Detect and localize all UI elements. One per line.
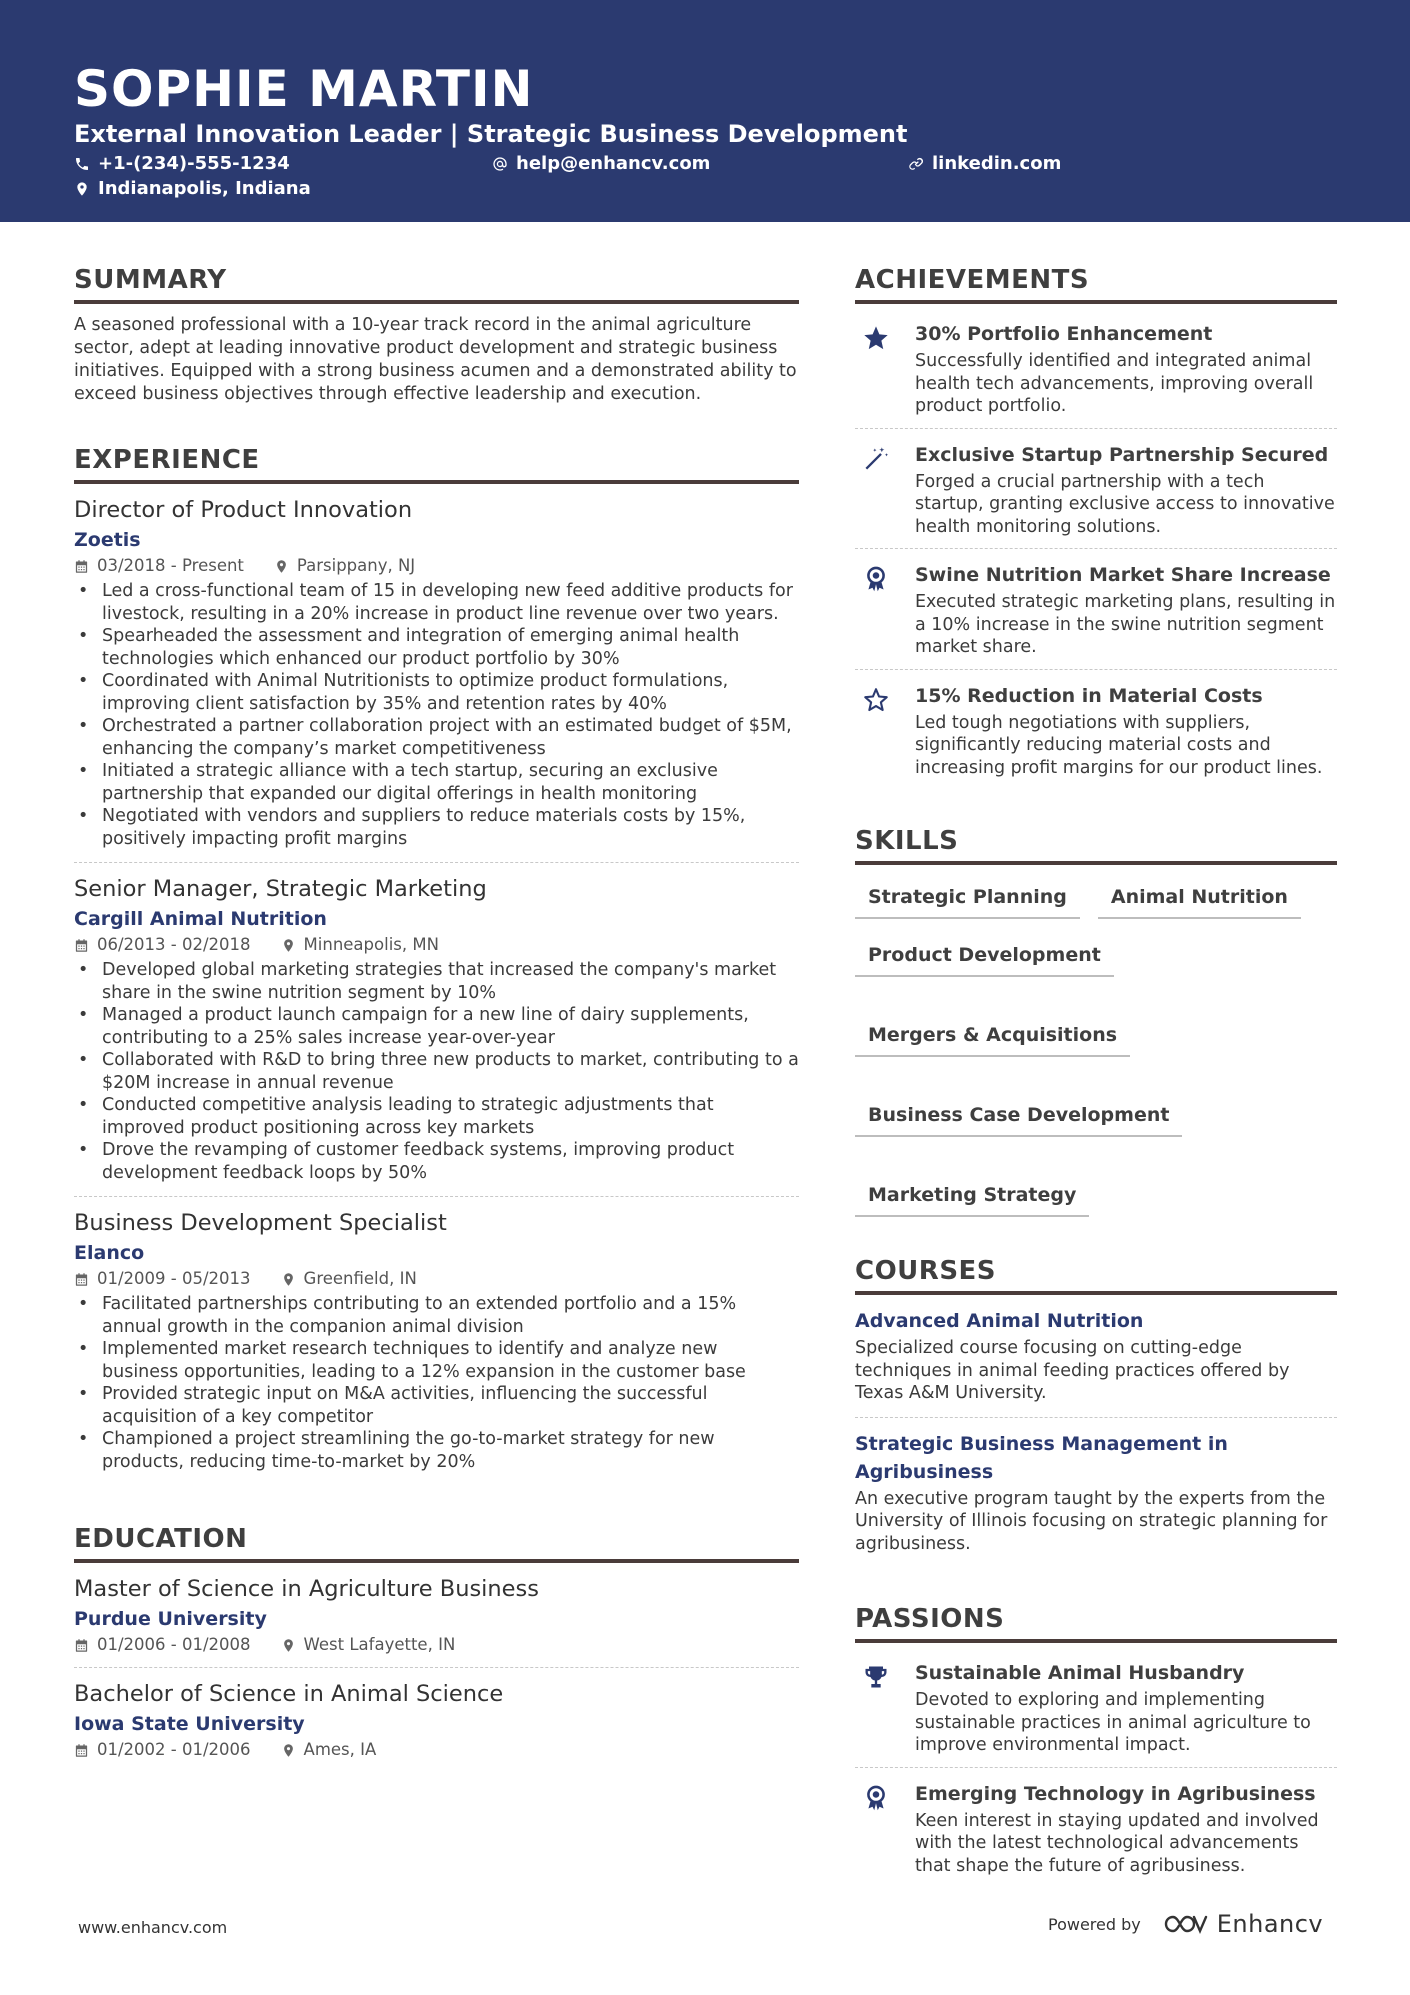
calendar-icon (74, 559, 89, 574)
achievement-item (855, 428, 1337, 549)
location-pin-icon (281, 1272, 296, 1287)
achievements-section (855, 262, 1337, 789)
education-dates: 01/2002 - 01/2006 (97, 1740, 251, 1759)
candidate-name: SOPHIE MARTIN (74, 60, 534, 118)
job-bullets (74, 580, 799, 850)
skill-tag: Business Case Development (855, 1101, 1182, 1137)
job-bullet: • Provided strategic input on M&A activities, influencing the successful acquisition of a key competitor (74, 1383, 799, 1428)
job-bullet: • Spearheaded the assessment and integration of emerging animal health technologies which enhanced our product portfolio by 30% (74, 625, 799, 670)
job-bullets (74, 959, 799, 1184)
section-title-summary: SUMMARY (74, 262, 799, 304)
course-desc: Specialized course focusing on cutting-edge techniques in animal feeding practices offered by Texas A&M University. (855, 1338, 1290, 1403)
job-meta (74, 933, 799, 957)
at-icon (492, 156, 508, 172)
company-name: Zoetis (74, 529, 141, 551)
education-dates: 01/2006 - 01/2008 (97, 1635, 251, 1654)
resume-header (0, 0, 1410, 222)
left-column (74, 262, 799, 1772)
passions-section (855, 1601, 1337, 1887)
job-title: Senior Manager, Strategic Marketing (74, 876, 487, 902)
company-name: Elanco (74, 1242, 145, 1264)
job-dates: 01/2009 - 05/2013 (97, 1269, 251, 1288)
achievement-desc: Led tough negotiations with suppliers, significantly reducing material costs and increasing profit margins for our product lines. (915, 712, 1323, 778)
experience-section (74, 442, 799, 1485)
job-dates: 03/2018 - Present (97, 556, 244, 575)
location-text: Indianapolis, Indiana (98, 178, 311, 199)
link-icon (908, 156, 924, 172)
footer-website[interactable]: www.enhancv.com (78, 1918, 228, 1937)
achievement-title: Exclusive Startup Partnership Secured (915, 443, 1329, 466)
education-location: Ames, IA (303, 1740, 377, 1759)
courses-section (855, 1253, 1337, 1567)
education-meta (74, 1738, 799, 1762)
education-entry (74, 1573, 799, 1667)
trophy-icon (855, 1659, 897, 1757)
passion-desc: Keen interest in staying updated and involved with the latest technological advancements that shape the future of agribusiness. (915, 1810, 1319, 1876)
location-pin-icon (74, 181, 90, 197)
section-title-skills: SKILLS (855, 823, 1337, 865)
location-pin-icon (281, 938, 296, 953)
achievement-desc: Successfully identified and integrated animal health tech advancements, improving overall product portfolio. (915, 351, 1314, 416)
job-bullet: • Led a cross-functional team of 15 in developing new feed additive products for livestock, resulting in a 20% increase in product line revenue over two years. (74, 580, 799, 625)
job-bullet: • Orchestrated a partner collaboration project with an estimated budget of $5M, enhancing the company’s market competitiveness (74, 715, 799, 760)
job-bullets (74, 1293, 799, 1473)
job-dates: 06/2013 - 02/2018 (97, 935, 251, 954)
calendar-icon (74, 938, 89, 953)
job-bullet: • Implemented market research techniques to identify and analyze new business opportunities, leading to a 12% expansion in the customer base (74, 1338, 799, 1383)
location-pin-icon (281, 1638, 296, 1653)
contact-location (74, 177, 311, 201)
education-section (74, 1521, 799, 1772)
job-bullet: • Conducted competitive analysis leading to strategic adjustments that improved product positioning across key markets (74, 1094, 799, 1139)
brand-name: Enhancv (1216, 1910, 1324, 1938)
enhancv-logo-icon (1163, 1912, 1209, 1936)
summary-section (74, 262, 799, 406)
school-name: Iowa State University (74, 1713, 305, 1735)
job-title: Director of Product Innovation (74, 497, 413, 523)
achievement-desc: Forged a crucial partnership with a tech startup, granting exclusive access to innovative health monitoring solutions. (915, 471, 1335, 537)
education-meta (74, 1633, 799, 1657)
star-filled-icon (855, 320, 897, 418)
passion-title: Sustainable Animal Husbandry (915, 1662, 1245, 1684)
experience-entry (74, 862, 799, 1196)
brand-logo[interactable] (1163, 1910, 1323, 1938)
job-location: Parsippany, NJ (296, 556, 416, 575)
degree-title: Master of Science in Agriculture Business (74, 1576, 539, 1602)
course-desc: An executive program taught by the experts from the University of Illinois focusing on strategic planning for agribusiness. (855, 1488, 1328, 1554)
job-bullet: • Negotiated with vendors and suppliers to reduce materials costs by 15%, positively impacting profit margins (74, 805, 799, 850)
job-bullet: • Drove the revamping of customer feedback systems, improving product development feedback loops by 50% (74, 1139, 799, 1184)
skills-section (855, 823, 1337, 1217)
skill-tag: Animal Nutrition (1098, 883, 1301, 919)
course-item (855, 1417, 1337, 1568)
job-bullet: • Managed a product launch campaign for a new line of dairy supplements, contributing to a 25% sales increase year-over-year (74, 1004, 799, 1049)
location-pin-icon (274, 559, 289, 574)
email-text[interactable]: help@enhancv.com (516, 153, 711, 174)
job-meta (74, 554, 799, 578)
passion-item (855, 1653, 1337, 1767)
job-meta (74, 1267, 799, 1291)
contact-linkedin (908, 152, 1061, 176)
education-entry (74, 1667, 799, 1772)
job-bullet: • Championed a project streamlining the go-to-market strategy for new products, reducing time-to-market by 20% (74, 1428, 799, 1473)
achievement-item (855, 548, 1337, 669)
job-bullet: • Initiated a strategic alliance with a tech startup, securing an exclusive partnership that expanded our digital offerings in health monitoring (74, 760, 799, 805)
calendar-icon (74, 1272, 89, 1287)
company-name: Cargill Animal Nutrition (74, 908, 327, 930)
achievement-desc: Executed strategic marketing plans, resulting in a 10% increase in the swine nutrition segment market share. (915, 592, 1336, 657)
right-column (855, 262, 1337, 1887)
summary-text: A seasoned professional with a 10-year track record in the animal agriculture sector, adept at leading innovative product development and strategic business initiatives. Equipped with a strong business acumen and a demonstrated ability to exceed business objectives through effective leadership and execution. (74, 315, 797, 404)
calendar-icon (74, 1638, 89, 1653)
experience-entry (74, 1196, 799, 1485)
school-name: Purdue University (74, 1608, 267, 1630)
job-bullet: • Facilitated partnerships contributing to an extended portfolio and a 15% annual growth in the companion animal division (74, 1293, 799, 1338)
contact-email (492, 152, 710, 176)
achievement-item (855, 669, 1337, 790)
award-medal-icon (855, 561, 897, 659)
section-title-achievements: ACHIEVEMENTS (855, 262, 1337, 304)
achievement-title: Swine Nutrition Market Share Increase (915, 564, 1331, 586)
candidate-title: External Innovation Leader | Strategic Business Development (74, 120, 908, 148)
job-title: Business Development Specialist (74, 1210, 447, 1236)
skill-tag: Marketing Strategy (855, 1181, 1089, 1217)
skills-list (855, 875, 1337, 1217)
achievement-title: 15% Reduction in Material Costs (915, 684, 1263, 707)
star-outline-icon (855, 682, 897, 780)
course-title: Strategic Business Management in Agribusiness (855, 1432, 1228, 1483)
course-item (855, 1305, 1337, 1417)
calendar-icon (74, 1743, 89, 1758)
achievement-item (855, 314, 1337, 428)
course-title: Advanced Animal Nutrition (855, 1310, 1144, 1332)
powered-by-label: Powered by (1048, 1914, 1141, 1934)
phone-icon (74, 156, 90, 172)
linkedin-text[interactable]: linkedin.com (932, 153, 1062, 174)
passion-item (855, 1767, 1337, 1888)
magic-wand-icon (855, 441, 897, 539)
award-medal-icon (855, 1780, 897, 1878)
footer-branding (1048, 1910, 1323, 1938)
phone-text[interactable]: +1-(234)-555-1234 (98, 153, 290, 174)
degree-title: Bachelor of Science in Animal Science (74, 1681, 504, 1707)
section-title-courses: COURSES (855, 1253, 1337, 1295)
section-title-experience: EXPERIENCE (74, 442, 799, 484)
skill-tag: Product Development (855, 941, 1114, 977)
job-bullet: • Coordinated with Animal Nutritionists to optimize product formulations, improving client satisfaction by 35% and retention rates by 40% (74, 670, 799, 715)
contact-phone (74, 152, 290, 176)
location-pin-icon (281, 1743, 296, 1758)
passion-desc: Devoted to exploring and implementing sustainable practices in animal agriculture to improve environmental impact. (915, 1690, 1311, 1755)
job-location: Greenfield, IN (303, 1269, 417, 1288)
passion-title: Emerging Technology in Agribusiness (915, 1782, 1316, 1805)
job-bullet: • Collaborated with R&D to bring three new products to market, contributing to a $20M increase in annual revenue (74, 1049, 799, 1094)
skill-tag: Strategic Planning (855, 883, 1080, 919)
job-bullet: • Developed global marketing strategies that increased the company's market share in the swine nutrition segment by 10% (74, 959, 799, 1004)
section-title-passions: PASSIONS (855, 1601, 1337, 1643)
experience-entry (74, 494, 799, 862)
education-location: West Lafayette, IN (303, 1635, 456, 1654)
skill-tag: Mergers & Acquisitions (855, 1021, 1130, 1057)
section-title-education: EDUCATION (74, 1521, 799, 1563)
achievement-title: 30% Portfolio Enhancement (915, 323, 1213, 345)
job-location: Minneapolis, MN (303, 935, 439, 954)
